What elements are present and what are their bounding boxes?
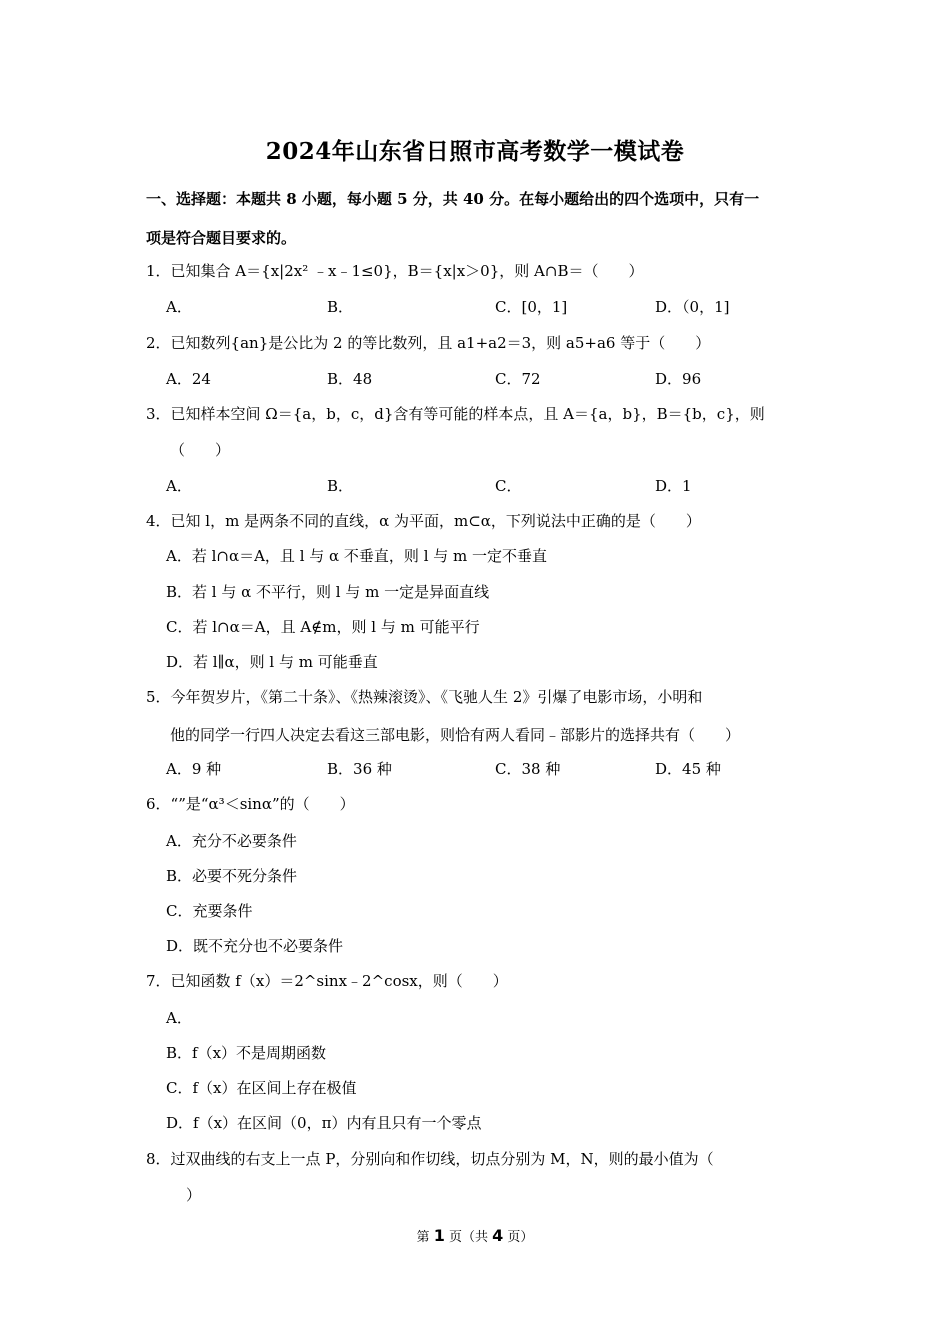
q6-option-c: C．充要条件 <box>166 902 253 920</box>
page-title: 2024年山东省日照市高考数学一模试卷 <box>265 138 685 165</box>
q5-option-c: C．38 种 <box>495 760 561 778</box>
q1-option-b: B． <box>327 298 354 316</box>
question-8-line2: ） <box>186 1186 202 1204</box>
footer-middle: 页（共 <box>448 1230 488 1245</box>
question-5-line2: 他的同学一行四人决定去看这三部电影，则恰有两人看同﹣部影片的选择共有（ ） <box>170 726 741 744</box>
q6-option-d: D．既不充分也不必要条件 <box>166 937 344 955</box>
q2-option-d: D．96 <box>655 370 702 388</box>
question-4-text: 4．已知 l，m 是两条不同的直线，α 为平面，m⊂α，下列说法中正确的是（ ） <box>146 512 701 530</box>
footer-page-number: 1 <box>433 1226 445 1245</box>
q3-option-d: D．1 <box>655 477 692 495</box>
q7-option-d: D．f（x）在区间（0，π）内有且只有一个零点 <box>166 1114 482 1132</box>
q7-option-b: B．f（x）不是周期函数 <box>166 1044 327 1062</box>
q3-option-b: B． <box>327 477 354 495</box>
footer-total-pages: 4 <box>492 1226 504 1245</box>
q4-option-b: B．若 l 与 α 不平行，则 l 与 m 一定是异面直线 <box>166 583 490 601</box>
question-3-line1: 3．已知样本空间 Ω＝{a，b，c，d}含有等可能的样本点，且 A＝{a，b}，B＝{b，c}，则 <box>146 405 765 423</box>
question-8-line1: 8．过双曲线的右支上一点 P，分别向和作切线，切点分别为 M，N，则的最小值为（ <box>146 1150 714 1168</box>
question-3-line2: （ ） <box>170 441 231 459</box>
q2-option-b: B．48 <box>327 370 373 388</box>
q3-option-a: A． <box>166 477 192 495</box>
q5-option-b: B．36 种 <box>327 760 392 778</box>
q4-option-d: D．若 l∥α，则 l 与 m 可能垂直 <box>166 653 378 671</box>
footer-prefix: 第 <box>416 1230 430 1245</box>
q5-option-d: D．45 种 <box>655 760 721 778</box>
q1-option-c: C．[0，1] <box>495 298 568 316</box>
q1-option-d: D．（0，1] <box>655 298 730 316</box>
q1-option-a: A． <box>166 298 192 316</box>
question-6-text: 6．“”是“α³＜sinα”的（ ） <box>146 795 355 813</box>
page-footer <box>0 1226 950 1245</box>
q2-option-c: C．72 <box>495 370 541 388</box>
q6-option-b: B．必要不死分条件 <box>166 867 298 885</box>
q3-option-c: C． <box>495 477 522 495</box>
section-heading-line1: 一、选择题：本题共 8 小题，每小题 5 分，共 40 分。在每小题给出的四个选项中，只有一 <box>146 190 760 208</box>
q5-option-a: A．9 种 <box>166 760 222 778</box>
question-2-text: 2．已知数列{an}是公比为 2 的等比数列，且 a1+a2＝3，则 a5+a6 等于（ ） <box>146 334 711 352</box>
question-1-text: 1．已知集合 A＝{x|2x² ﹣x﹣1≤0}，B＝{x|x＞0}，则 A∩B＝（ ） <box>146 262 644 280</box>
q7-option-a: A． <box>166 1009 192 1027</box>
q6-option-a: A．充分不必要条件 <box>166 832 297 850</box>
q7-option-c: C．f（x）在区间上存在极值 <box>166 1079 357 1097</box>
question-5-line1: 5．今年贺岁片，《第二十条》、《热辣滚烫》、《飞驰人生 2》引爆了电影市场，小明和 <box>146 688 703 706</box>
q4-option-c: C．若 l∩α＝A，且 A∉m，则 l 与 m 可能平行 <box>166 618 480 636</box>
footer-suffix: 页） <box>507 1230 534 1245</box>
section-heading-line2: 项是符合题目要求的。 <box>146 229 297 247</box>
q2-option-a: A．24 <box>166 370 211 388</box>
question-7-text: 7．已知函数 f（x）＝2^sinx﹣2^cosx，则（ ） <box>146 972 508 990</box>
q4-option-a: A．若 l∩α＝A，且 l 与 α 不垂直，则 l 与 m 一定不垂直 <box>166 547 548 565</box>
